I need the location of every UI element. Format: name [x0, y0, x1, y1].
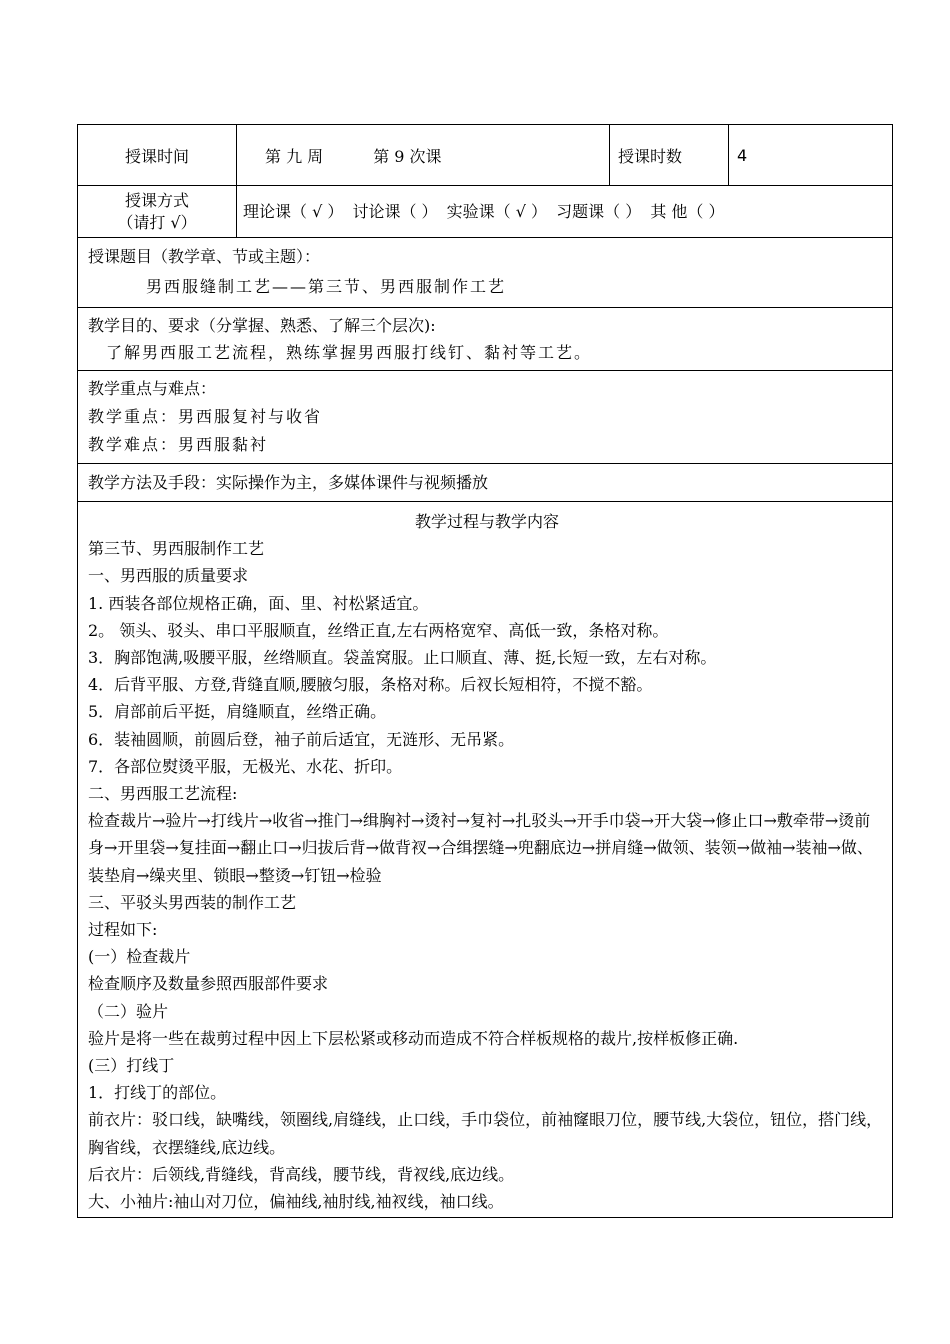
process-line: 一、男西服的质量要求: [88, 566, 249, 586]
goal-row: [78, 308, 893, 371]
method-text: 教学方法及手段：实际操作为主，多媒体课件与视频播放: [78, 464, 893, 502]
key-difficulty: 教学难点：男西服黏衬: [88, 435, 269, 454]
process-line: 1. 西装各部位规格正确，面、里、衬松紧适宜。: [88, 593, 429, 613]
mode-label-line1: 授课方式: [124, 190, 189, 210]
goal-label: 教学目的、要求（分掌握、熟悉、了解三个层次):: [88, 316, 436, 335]
mode-row: [78, 186, 893, 238]
mode-option-lab: 实验课（ √ ）: [446, 201, 548, 221]
process-line: 2。 领头、驳头、串口平服顺直，丝绺正直,左右两格宽窄、高低一致，条格对称。: [88, 620, 669, 640]
method-row: [78, 464, 893, 502]
lesson-plan-table: [77, 124, 893, 1218]
goal-value: 了解男西服工艺流程，熟练掌握男西服打线钉、黏衬等工艺。: [106, 343, 593, 362]
key-row: [78, 371, 893, 464]
process-heading: 教学过程与教学内容: [414, 512, 559, 531]
mode-options: [237, 186, 893, 238]
process-line: 二、男西服工艺流程:: [88, 784, 238, 804]
process-row: [78, 502, 893, 1218]
mode-label-line2: （请打 √）: [117, 212, 197, 232]
process-line: 检查顺序及数量参照西服部件要求: [88, 974, 329, 994]
process-line: 3．胸部饱满,吸腰平服，丝绺顺直。袋盖窝服。止口顺直、薄、挺,长短一致，左右对称。: [88, 648, 717, 668]
key-point: 教学重点：男西服复衬与收省: [88, 407, 323, 426]
process-line: (三）打线丁: [88, 1056, 175, 1076]
hours-value: 4: [729, 125, 893, 186]
mode-option-discussion: 讨论课（ ）: [352, 201, 438, 221]
process-line: 5．肩部前后平挺，肩缝顺直，丝绺正确。: [88, 702, 387, 722]
time-label: 授课时间: [78, 125, 237, 186]
week-value: 第 九 周: [265, 146, 324, 166]
key-cell: [78, 371, 893, 464]
week-cell: [237, 125, 610, 186]
mode-option-other: 其 他（ ）: [650, 201, 725, 221]
topic-cell: [78, 238, 893, 308]
lesson-plan-document: [77, 124, 892, 1218]
process-line: 4．后背平服、方登,背缝直顺,腰腋匀服，条格对称。后衩长短相符，不搅不豁。: [88, 675, 653, 695]
topic-value: 男西服缝制工艺——第三节、男西服制作工艺: [146, 277, 507, 296]
time-row: [78, 125, 893, 186]
process-line: 验片是将一些在裁剪过程中因上下层松紧或移动而造成不符合样板规格的裁片,按样板修正确.: [88, 1028, 739, 1048]
process-line: 前衣片：驳口线，缺嘴线，领圈线,肩缝线，止口线，手巾袋位，前袖窿眼刀位，腰节线,大袋位，钮位，搭门线，胸省线，衣摆缝线,底边线。: [88, 1110, 883, 1157]
mode-option-exercise: 习题课（ ）: [556, 201, 642, 221]
process-line: 三、平驳头男西装的制作工艺: [88, 892, 297, 912]
process-line: 1．打线丁的部位。: [88, 1083, 227, 1103]
key-label: 教学重点与难点：: [88, 379, 217, 398]
process-flow: 检查裁片→验片→打线片→收省→推门→缉胸衬→烫衬→复衬→扎驳头→开手巾袋→开大袋→修止口→敷牵带→烫前身→开里袋→复挂面→翻止口→归拔后背→做背衩→合缉摆缝→兜翻底边→拼肩缝→做领、装领→做袖→装袖→做、装垫肩→缲夹里、锁眼→整烫→钉钮→检验: [88, 811, 873, 885]
mode-option-lecture: 理论课（ √ ）: [243, 201, 344, 221]
process-line: (一）检查裁片: [88, 947, 191, 967]
process-line: 第三节、男西服制作工艺: [88, 539, 265, 559]
process-line: （二）验片: [88, 1001, 169, 1021]
process-line: 后衣片：后领线,背缝线，背高线，腰节线，背衩线,底边线。: [88, 1164, 515, 1184]
topic-row: [78, 238, 893, 308]
topic-label: 授课题目（教学章、节或主题）：: [88, 247, 321, 266]
process-line: 6．装袖圆顺，前圆后登，袖子前后适宜，无涟形、无吊紧。: [88, 729, 515, 749]
hours-label: 授课时数: [610, 125, 729, 186]
goal-cell: [78, 308, 893, 371]
process-line: 过程如下:: [88, 920, 158, 940]
process-line: 7．各部位熨烫平服，无极光、水花、折印。: [88, 756, 403, 776]
mode-label: [78, 186, 237, 238]
process-cell: [78, 502, 893, 1218]
lesson-value: 第 9 次课: [373, 146, 442, 166]
process-line: 大、小袖片:袖山对刀位，偏袖线,袖肘线,袖衩线，袖口线。: [88, 1192, 504, 1212]
